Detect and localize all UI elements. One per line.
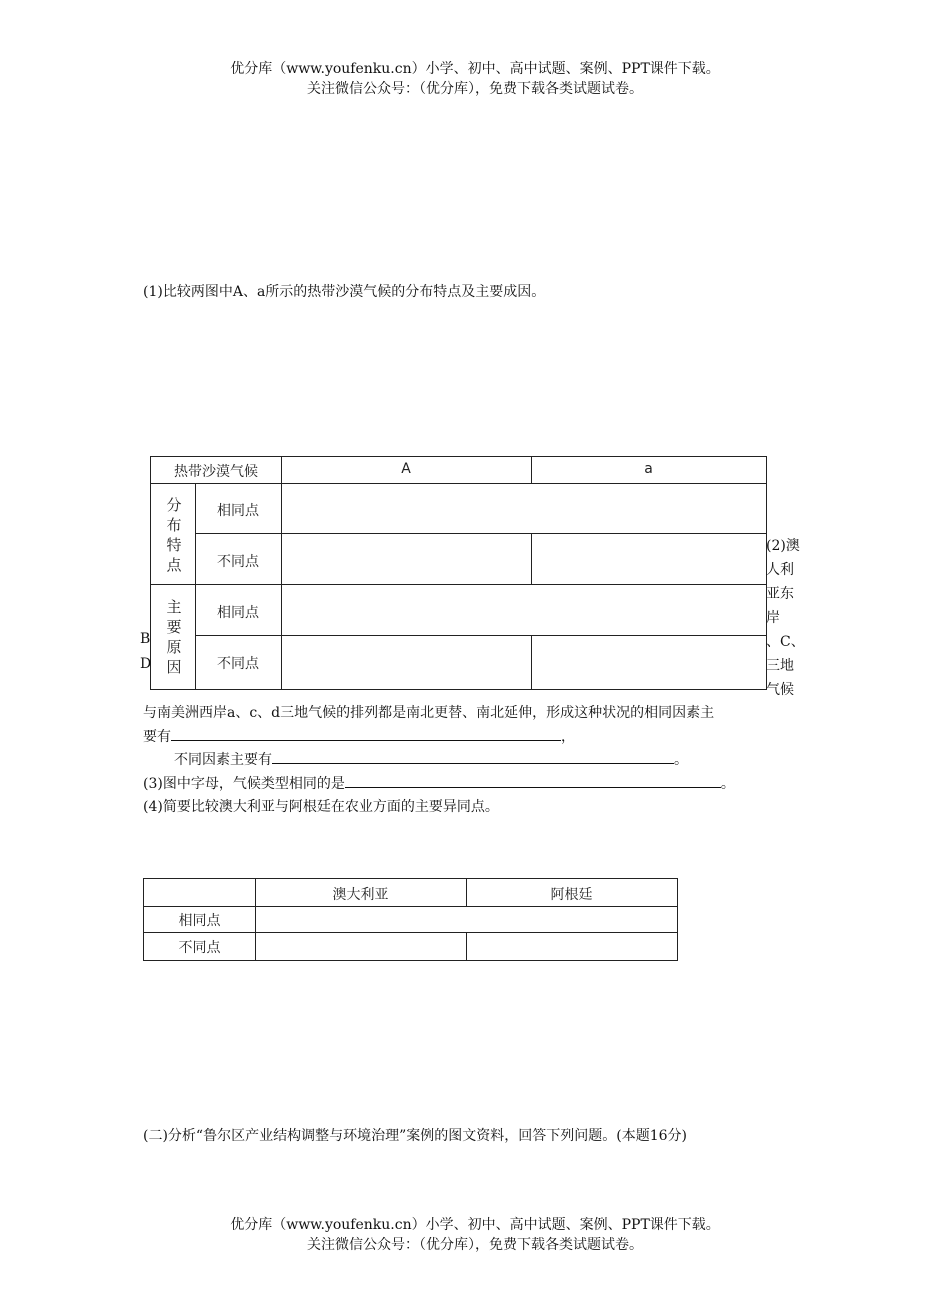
table1-row-same-2: 相同点 (217, 605, 259, 621)
table1-row-diff: 不同点 (217, 554, 259, 570)
footer-line-2: 关注微信公众号：（优分库），免费下载各类试题试卷。 (307, 1237, 643, 1253)
question-2-line-2: 要有 ， (143, 726, 575, 746)
label-D: D (140, 656, 152, 672)
table2-col-argentina: 阿根廷 (550, 887, 593, 903)
table1-row-diff-2: 不同点 (217, 656, 259, 672)
answer-blank-diff-factors[interactable] (272, 749, 674, 764)
header-line-2: 关注微信公众号：（优分库），免费下载各类试题试卷。 (307, 81, 643, 97)
table1-group-causes: 主 要 原 因 (166, 598, 182, 676)
agriculture-compare-table (143, 878, 678, 961)
label-B: B (140, 631, 151, 647)
question-4: (4)简要比较澳大利亚与阿根廷在农业方面的主要异同点。 (143, 799, 499, 815)
table1-group-distribution: 分 布 特 点 (166, 496, 182, 574)
table2-col-australia: 澳大利亚 (332, 887, 389, 903)
question-2-line-3: 不同因素主要有 。 (174, 749, 688, 769)
table1-header-label: 热带沙漠气候 (174, 464, 258, 480)
header-line-1: 优分库（www.youfenku.cn）小学、初中、高中试题、案例、PPT课件下载。 (230, 61, 720, 77)
footer-line-1: 优分库（www.youfenku.cn）小学、初中、高中试题、案例、PPT课件下载。 (230, 1217, 720, 1233)
question-2-side-text: (2)澳 人利 亚东 岸 、C、 三地 气候 (766, 538, 805, 698)
desert-climate-table (150, 456, 767, 690)
table2-row-same: 相同点 (178, 913, 221, 929)
question-2-line-1: 与南美洲西岸a、c、d三地气候的排列都是南北更替、南北延伸，形成这种状况的相同因素主 (143, 705, 715, 721)
table2-row-diff: 不同点 (178, 940, 221, 956)
table1-col-A: A (401, 461, 411, 477)
table1-col-a: a (644, 461, 653, 477)
answer-blank-same-climate[interactable] (345, 773, 721, 788)
question-1: (1)比较两图中A、a所示的热带沙漠气候的分布特点及主要成因。 (143, 284, 546, 300)
section-2-intro: (二)分析“鲁尔区产业结构调整与环境治理”案例的图文资料，回答下列问题。(本题16分) (143, 1128, 687, 1144)
question-3: (3)图中字母，气候类型相同的是 。 (143, 773, 735, 793)
answer-blank-same-factors[interactable] (171, 726, 561, 741)
table1-row-same: 相同点 (217, 503, 259, 519)
